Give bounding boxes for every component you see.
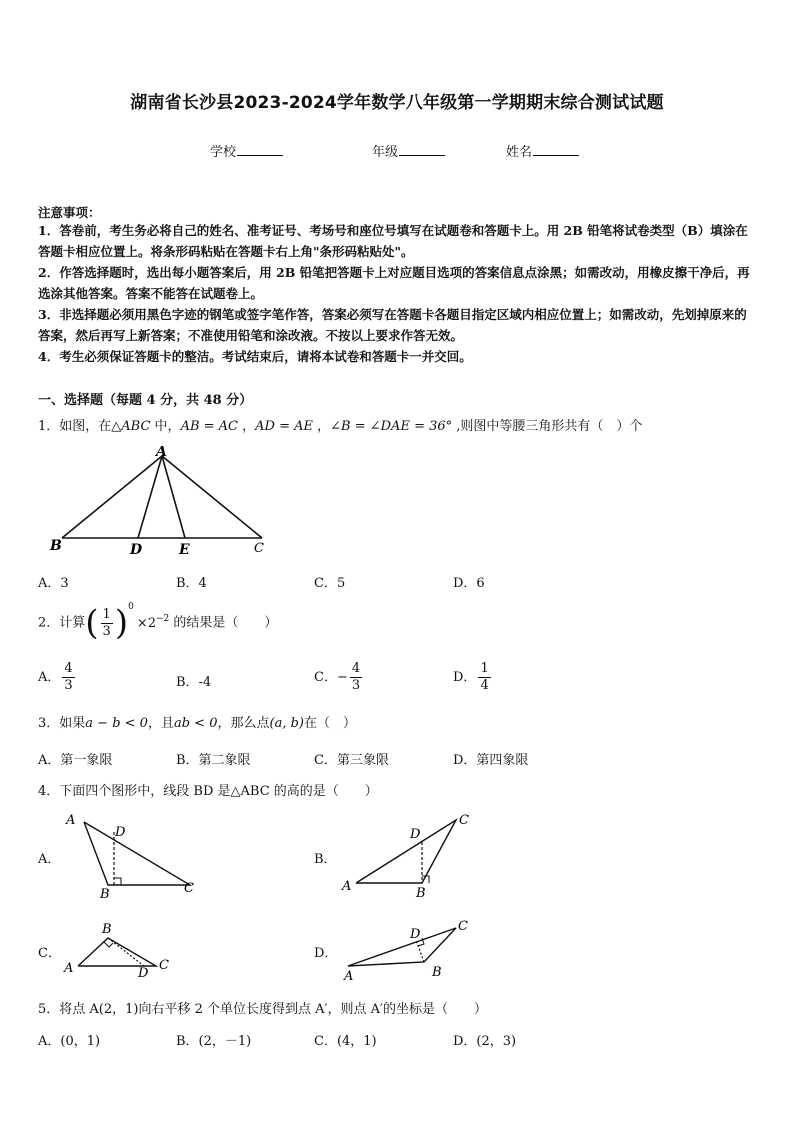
- q1-eq1: AB = AC: [180, 419, 238, 434]
- notice-heading: 注意事项：: [38, 205, 101, 220]
- q2-option-b-letter: B．: [176, 675, 199, 690]
- q2-exponent-neg: −2: [156, 614, 170, 625]
- q4b-label-b: B: [416, 886, 426, 901]
- q2-option-a-letter: A．: [38, 670, 61, 685]
- q4c-triangle: [78, 938, 156, 966]
- school-field[interactable]: [210, 141, 283, 160]
- q1-label-b: B: [50, 538, 62, 554]
- q2-frac-den: 3: [102, 623, 111, 639]
- q4c-label-c: C: [159, 958, 169, 973]
- q2-option-a-num: 4: [64, 661, 73, 676]
- q3-condition-2: ab < 0: [173, 716, 218, 731]
- school-blank[interactable]: [237, 143, 283, 156]
- q4d-label-a: A: [344, 969, 354, 984]
- q4-option-c[interactable]: C．: [38, 946, 61, 961]
- q1-line-ae: [162, 456, 185, 538]
- question-5: 5．将点 A(2，1)向右平移 2 个单位长度得到点 A′，则点 A′的坐标是（ ）: [38, 1002, 487, 1017]
- q1-mid3: ，: [313, 419, 331, 434]
- q1-option-c[interactable]: C．5: [314, 576, 346, 591]
- grade-blank[interactable]: [399, 143, 445, 156]
- q2-exponent-zero: 0: [128, 602, 134, 613]
- q4-figure-d: [336, 912, 476, 984]
- q5-option-d[interactable]: D．(2，3): [453, 1034, 517, 1049]
- q3-point: (a, b): [269, 716, 304, 731]
- q4d-segment-bd: [416, 940, 424, 962]
- q2-option-a[interactable]: [38, 661, 77, 694]
- q4d-label-d: D: [410, 927, 421, 942]
- section-heading: 一、选择题（每题 4 分，共 48 分）: [38, 393, 253, 408]
- q3-suffix: 在（ ）: [303, 716, 356, 731]
- q4b-triangle: [356, 820, 456, 883]
- q3-condition-1: a − b < 0: [85, 716, 148, 731]
- q2-option-b-text: -4: [198, 675, 212, 690]
- question-2: [38, 602, 278, 643]
- name-field[interactable]: [506, 141, 579, 160]
- q4a-right-angle: [114, 878, 121, 885]
- q3-prefix: 3．如果: [38, 716, 86, 731]
- q2-option-a-den: 3: [64, 678, 73, 693]
- name-label: 姓名: [506, 145, 533, 160]
- q4-option-a[interactable]: A．: [38, 852, 61, 867]
- name-blank[interactable]: [533, 143, 579, 156]
- q1-mid2: ，: [238, 419, 256, 434]
- school-label: 学校: [210, 145, 237, 160]
- q4c-segment-bd: [108, 938, 144, 966]
- q1-label-a: A: [156, 446, 167, 460]
- q2-fraction: [101, 607, 113, 640]
- q2-option-d-num: 1: [480, 661, 489, 676]
- question-4: 4．下面四个图形中，线段 BD 是△ABC 的高的是（ ）: [38, 784, 378, 799]
- q2-option-d-den: 4: [480, 678, 489, 693]
- q2-times: ×2: [136, 615, 156, 631]
- q4d-triangle: [348, 928, 456, 966]
- q2-option-d[interactable]: [453, 661, 493, 694]
- q3-option-c[interactable]: C．第三象限: [314, 753, 389, 768]
- q2-option-c-num: 4: [351, 661, 361, 676]
- q2-prefix: 2．计算: [38, 615, 86, 631]
- question-1: [38, 415, 642, 434]
- q4a-label-a: A: [66, 813, 76, 828]
- q4b-label-c: C: [459, 813, 469, 828]
- q1-figure: [40, 446, 280, 558]
- q4b-label-a: A: [342, 879, 352, 894]
- q1-mid1: 中，: [150, 419, 181, 434]
- q4d-label-c: C: [458, 919, 468, 934]
- q2-right-paren: ): [114, 603, 129, 643]
- q3-option-b[interactable]: B．第二象限: [176, 753, 251, 768]
- q4-figure-b: [338, 810, 478, 902]
- q1-option-a[interactable]: A．3: [38, 576, 69, 591]
- q2-option-b[interactable]: [176, 671, 211, 690]
- q3-option-a[interactable]: A．第一象限: [38, 753, 113, 768]
- q4c-right-angle: [104, 942, 113, 947]
- q2-option-c[interactable]: [314, 661, 364, 694]
- q5-option-c[interactable]: C．(4，1): [314, 1034, 377, 1049]
- q4b-label-d: D: [410, 827, 421, 842]
- q3-mid: ，且: [147, 716, 174, 731]
- question-3: [38, 712, 356, 731]
- q1-triangle: △ABC: [111, 419, 151, 434]
- q1-option-d[interactable]: D．6: [453, 576, 485, 591]
- q2-option-d-frac: [478, 661, 490, 694]
- q5-option-a[interactable]: A．(0，1): [38, 1034, 101, 1049]
- q4-option-b[interactable]: B．: [314, 852, 337, 867]
- q4c-label-a: A: [64, 961, 74, 976]
- q3-option-d[interactable]: D．第四象限: [453, 753, 529, 768]
- q1-line-ab: [62, 456, 162, 538]
- q1-label-c: C: [254, 541, 264, 556]
- notice-item-4: 4．考生必须保证答题卡的整洁。考试结束后，请将本试卷和答题卡一并交回。: [38, 349, 472, 364]
- q1-suffix: ,则图中等腰三角形共有（ ）个: [452, 419, 643, 434]
- q1-option-b[interactable]: B．4: [176, 576, 207, 591]
- q1-eq2: AD = AE: [255, 419, 313, 434]
- q4a-label-b: B: [100, 887, 110, 902]
- notice-item-1: 1．答卷前，考生务必将自己的姓名、准考证号、考场号和座位号填写在试题卷和答题卡上。用 2B 铅笔将试卷类型（B）填涂在答题卡相应位置上。将条形码粘贴在答题卡右上角"条形码粘贴处"。: [38, 223, 748, 259]
- q4d-label-b: B: [432, 965, 442, 980]
- q4a-label-d: D: [115, 825, 126, 840]
- q2-option-c-sign: −: [336, 670, 348, 685]
- q3-mid2: ，那么点: [217, 716, 270, 731]
- q4c-label-b: B: [102, 922, 112, 937]
- q4-figure-c: [60, 918, 190, 980]
- grade-field[interactable]: [372, 141, 445, 160]
- q2-option-c-den: 3: [351, 678, 361, 693]
- q2-option-c-frac: [350, 661, 362, 694]
- q2-frac-num: 1: [102, 606, 111, 622]
- q5-option-b[interactable]: B．(2，－1): [176, 1034, 252, 1049]
- q2-suffix: 的结果是（ ）: [169, 615, 278, 631]
- q2-option-c-letter: C．: [314, 670, 337, 685]
- q1-label-e: E: [179, 542, 190, 558]
- q1-label-d: D: [130, 542, 143, 558]
- grade-label: 年级: [372, 145, 399, 160]
- notice-item-2: 2．作答选择题时，选出每小题答案后，用 2B 铅笔把答题卡上对应题目选项的答案信息点涂黑；如需改动，用橡皮擦干净后，再选涂其他答案。答案不能答在试题卷上。: [38, 265, 750, 301]
- q4-figure-a: [60, 810, 210, 902]
- notice-item-3: 3．非选择题必须用黑色字迹的钢笔或签字笔作答，答案必须写在答题卡各题目指定区域内相应位置上；如需改动，先划掉原来的答案，然后再写上新答案；不准使用铅笔和涂改液。不按以上要求作答无效。: [38, 307, 747, 343]
- q1-prefix: 1．如图，在: [38, 419, 112, 434]
- q1-eq3: ∠B = ∠DAE = 36°: [330, 419, 453, 434]
- q4a-label-c: C: [184, 881, 194, 896]
- q4a-triangle: [84, 822, 190, 885]
- q4c-label-d: D: [138, 966, 149, 980]
- q4-option-d[interactable]: D．: [314, 946, 338, 961]
- q1-line-ad: [138, 456, 162, 538]
- page-title: 湖南省长沙县2023-2024学年数学八年级第一学期期末综合测试试题: [130, 93, 664, 113]
- q2-left-paren: (: [85, 603, 99, 643]
- q1-line-ac: [162, 456, 262, 538]
- q2-option-a-frac: [62, 661, 74, 694]
- q2-option-d-letter: D．: [453, 670, 477, 685]
